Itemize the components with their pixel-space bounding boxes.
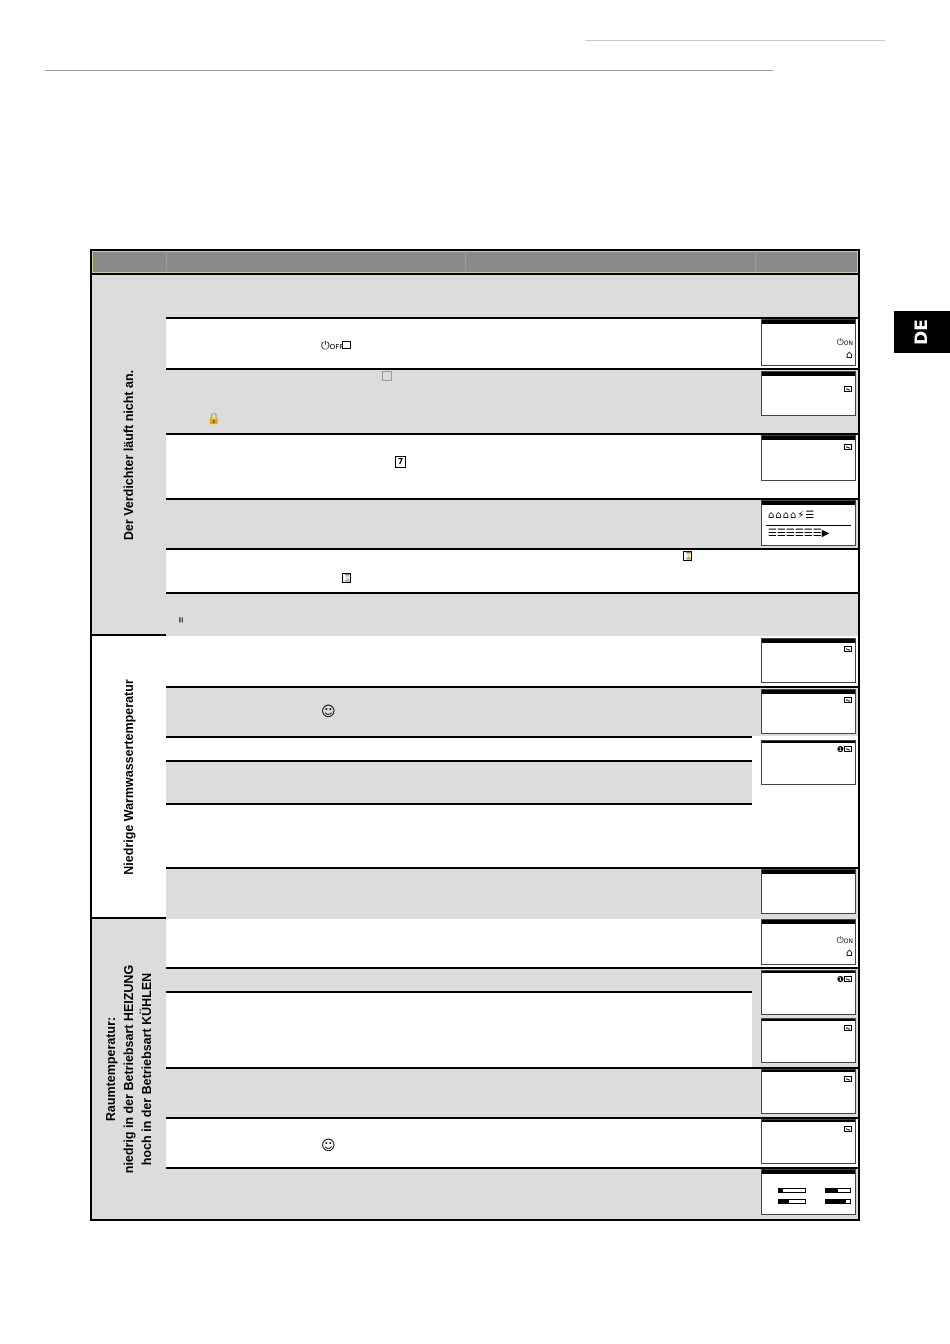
house-icon: ⌂ — [846, 348, 853, 361]
house-icon: ⌂ — [846, 946, 853, 959]
timer-icon: ⌛ — [684, 552, 693, 560]
screen-icon — [342, 341, 351, 349]
lcd-display-blank — [761, 869, 856, 914]
group-room-temperature — [92, 919, 166, 1219]
divider — [766, 525, 851, 526]
row-divider — [166, 433, 858, 435]
top-rule-right — [585, 40, 885, 41]
smiley-icon: ☺ — [321, 1138, 336, 1154]
language-tab — [894, 311, 950, 353]
small-screen-icon — [382, 371, 392, 381]
table-row — [166, 594, 858, 636]
lcd-display-message — [761, 371, 856, 416]
lcd-display-power — [761, 919, 856, 965]
table-row — [166, 762, 752, 803]
row-divider — [166, 368, 858, 370]
lock-icon: 🔒 — [207, 412, 221, 425]
power-on-icon: ⏻ON — [836, 936, 853, 946]
language-tab-label: DE — [911, 319, 932, 345]
lcd-display-message — [761, 638, 856, 683]
row-divider — [166, 1067, 858, 1069]
level-bar-3 — [778, 1199, 806, 1204]
mode-icons-row: ⌂⌂⌂⌂⚡☰ — [768, 510, 816, 521]
row-divider — [166, 686, 858, 688]
lcd-display-message — [761, 1069, 856, 1114]
row-divider — [166, 991, 752, 993]
lcd-display-message — [761, 1119, 856, 1164]
table-row — [166, 370, 858, 433]
table-row — [166, 1069, 858, 1117]
table-row — [166, 688, 858, 736]
row-divider — [166, 760, 752, 762]
level-bar-4 — [825, 1199, 851, 1204]
group-hot-water-label: Niedrige Warmwassertemperatur — [122, 678, 136, 875]
table-row — [166, 275, 858, 317]
envelope-icon — [844, 1076, 852, 1082]
envelope-icon — [844, 746, 852, 752]
lcd-display-info — [761, 740, 856, 785]
timer-icon: ⌛ — [343, 574, 352, 582]
lcd-display-power — [761, 319, 856, 366]
group-compressor-label: Der Verdichter läuft nicht an. — [122, 369, 136, 540]
row-divider — [166, 498, 858, 500]
row-divider — [166, 967, 858, 969]
group-hot-water — [92, 636, 166, 919]
row-divider — [166, 1167, 858, 1169]
table-row — [166, 500, 858, 548]
group-room-line-3: hoch in der Betriebsart KÜHLEN — [140, 972, 154, 1166]
calendar-icon: 7 — [395, 456, 406, 468]
top-rule-left — [45, 70, 773, 71]
envelope-icon — [844, 386, 852, 392]
lcd-display-message — [761, 689, 856, 734]
row-divider — [166, 736, 752, 738]
row-divider — [166, 867, 858, 869]
row-divider — [166, 317, 858, 319]
group-compressor — [92, 275, 166, 636]
level-bar-2 — [825, 1188, 851, 1193]
envelope-icon — [844, 1025, 852, 1031]
power-on-icon: ⏻ON — [836, 338, 853, 348]
table-row — [166, 550, 858, 592]
info-icon: ❶ — [836, 975, 844, 984]
envelope-icon — [844, 976, 852, 982]
lcd-display-levels — [761, 1169, 856, 1215]
envelope-icon — [844, 646, 852, 652]
lcd-display-message — [761, 1018, 856, 1063]
info-icon: ❶ — [836, 745, 844, 754]
envelope-icon — [844, 697, 852, 703]
power-off-icon: ⏻OFF — [321, 339, 344, 352]
lcd-display-message — [761, 435, 856, 481]
smiley-icon: ☺ — [321, 704, 336, 720]
row-divider — [166, 548, 858, 550]
level-bar-1 — [778, 1188, 806, 1193]
row-divider — [166, 803, 752, 805]
troubleshooting-table — [90, 249, 860, 1221]
lcd-display-mode-icons — [761, 500, 856, 546]
envelope-icon — [844, 444, 852, 450]
table-row — [166, 435, 858, 498]
small-mark-icon: ≡ — [176, 616, 186, 624]
group-room-line-2: niedrig in der Betriebsart HEIZUNG — [122, 964, 136, 1174]
table-row — [166, 869, 858, 919]
table-row — [166, 319, 858, 368]
row-divider — [166, 592, 858, 594]
level-icons-row: ☰☰☰☰☰☰▶ — [768, 528, 830, 539]
lcd-display-info — [761, 970, 856, 1015]
group-room-line-1: Raumtemperatur: — [104, 1016, 118, 1122]
table-header — [92, 251, 858, 275]
table-row — [166, 1169, 858, 1219]
row-divider — [166, 1117, 858, 1119]
envelope-icon — [844, 1126, 852, 1132]
table-row — [166, 969, 752, 991]
group-room-temperature-label — [102, 965, 156, 1173]
